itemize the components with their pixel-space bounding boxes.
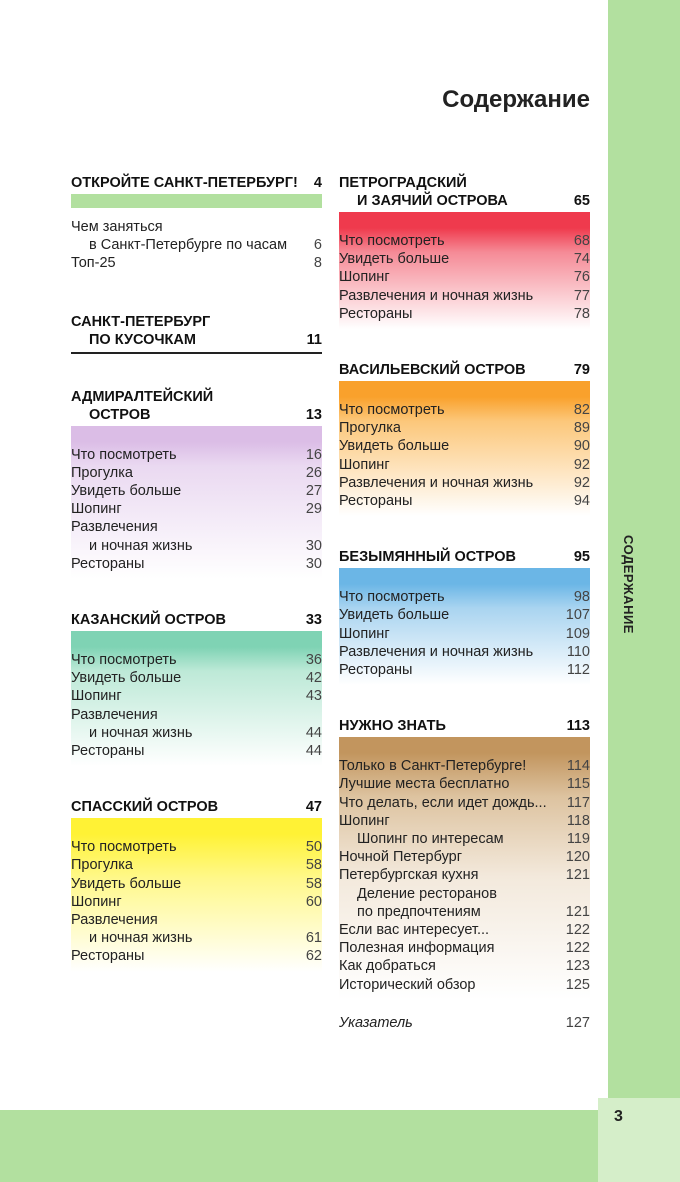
section-color-block xyxy=(339,737,590,1000)
toc-entry[interactable]: Увидеть больше 90 xyxy=(339,438,590,455)
toc-entry[interactable]: и ночная жизнь 30 xyxy=(89,537,322,554)
toc-entry[interactable]: Развлечения и ночная жизнь 110 xyxy=(339,643,590,660)
toc-entry[interactable]: в Санкт-Петербурге по часам 6 xyxy=(89,237,322,254)
toc-entry[interactable]: Что посмотреть 36 xyxy=(71,652,322,669)
section-items xyxy=(71,832,322,971)
page-number: 3 xyxy=(614,1108,623,1125)
toc-entry[interactable]: Что посмотреть 50 xyxy=(71,839,322,856)
toc-entry[interactable]: Как добраться 123 xyxy=(339,958,590,975)
section-title-line2: ПО КУСОЧКАМ xyxy=(89,331,196,348)
section-items xyxy=(71,645,322,766)
toc-entry[interactable]: Рестораны 30 xyxy=(71,555,322,572)
section-title: АДМИРАЛТЕЙСКИЙ xyxy=(71,388,214,405)
section-heading[interactable] xyxy=(71,611,322,629)
toc-entry[interactable]: Рестораны 44 xyxy=(71,743,322,760)
section-page: 47 xyxy=(305,799,322,816)
toc-entry[interactable]: Чем заняться xyxy=(71,219,163,235)
toc-entry[interactable]: Развлечения и ночная жизнь 77 xyxy=(339,287,590,304)
toc-section-vasilievsky xyxy=(339,361,590,516)
section-title: БЕЗЫМЯННЫЙ ОСТРОВ xyxy=(339,549,516,566)
toc-entry[interactable]: Шопинг 43 xyxy=(71,688,322,705)
toc-entry[interactable]: Развлечения xyxy=(71,519,158,536)
section-heading[interactable] xyxy=(339,548,590,566)
section-items xyxy=(339,582,590,685)
toc-entry[interactable]: Деление ресторанов xyxy=(357,885,497,902)
section-heading[interactable] xyxy=(339,361,590,379)
toc-entry[interactable]: Рестораны 112 xyxy=(339,662,590,679)
section-heading[interactable] xyxy=(339,174,590,210)
toc-section-spassky xyxy=(71,798,322,971)
section-items xyxy=(339,751,590,1000)
section-color-block xyxy=(71,426,322,579)
section-color-block xyxy=(71,818,322,971)
toc-entry[interactable]: Шопинг 29 xyxy=(71,501,322,518)
toc-section-otkroite xyxy=(71,174,322,279)
section-color-block xyxy=(339,568,590,685)
toc-entry[interactable]: Увидеть больше 58 xyxy=(71,875,322,892)
section-page: 11 xyxy=(306,331,322,348)
section-page: 113 xyxy=(566,718,590,735)
section-title: КАЗАНСКИЙ ОСТРОВ xyxy=(71,612,227,629)
section-heading[interactable] xyxy=(71,388,322,424)
section-title: САНКТ-ПЕТЕРБУРГ xyxy=(71,313,211,330)
section-items xyxy=(339,395,590,516)
toc-entry[interactable]: Исторический обзор 125 xyxy=(339,976,590,993)
toc-entry[interactable]: Увидеть больше 74 xyxy=(339,251,590,268)
section-heading[interactable] xyxy=(71,174,322,192)
section-page: 13 xyxy=(305,406,322,423)
toc-entry[interactable]: Развлечения и ночная жизнь 92 xyxy=(339,474,590,491)
toc-left-column xyxy=(71,174,322,972)
toc-entry[interactable]: Шопинг 60 xyxy=(71,893,322,910)
section-items xyxy=(71,440,322,579)
bottom-band xyxy=(0,1110,598,1182)
section-color-block xyxy=(71,631,322,766)
toc-entry[interactable]: Что посмотреть 68 xyxy=(339,233,590,249)
section-page: 33 xyxy=(305,612,322,629)
toc-entry[interactable]: Лучшие места бесплатно 115 xyxy=(339,776,590,793)
toc-entry[interactable]: Ночной Петербург 120 xyxy=(339,849,590,866)
toc-entry[interactable]: Прогулка 58 xyxy=(71,857,322,874)
toc-entry[interactable]: Рестораны 78 xyxy=(339,305,590,322)
toc-entry[interactable]: Если вас интересует... 122 xyxy=(339,922,590,939)
toc-entry[interactable]: Что посмотреть 82 xyxy=(339,402,590,419)
section-page: 95 xyxy=(573,549,590,566)
toc-entry[interactable]: Шопинг 118 xyxy=(339,812,590,829)
toc-entry[interactable]: по предпочтениям 121 xyxy=(357,903,590,920)
toc-entry-index[interactable]: Указатель 127 xyxy=(339,1014,590,1031)
toc-entry[interactable]: Прогулка 89 xyxy=(339,420,590,437)
section-title-line2: И ЗАЯЧИЙ ОСТРОВА xyxy=(357,193,508,209)
toc-entry[interactable]: Топ-25 8 xyxy=(71,255,322,272)
toc-entry[interactable]: Прогулка 26 xyxy=(71,464,322,481)
toc-section-bezymyanny xyxy=(339,548,590,685)
toc-entry[interactable]: Что делать, если идет дождь... 117 xyxy=(339,794,590,811)
section-color-block xyxy=(339,212,590,329)
section-page: 4 xyxy=(313,175,322,191)
toc-entry[interactable]: Рестораны 62 xyxy=(71,948,322,965)
toc-section-nuzhno-znat xyxy=(339,717,590,1000)
toc-entry[interactable]: Увидеть больше 27 xyxy=(71,483,322,500)
section-title: ВАСИЛЬЕВСКИЙ ОСТРОВ xyxy=(339,362,526,379)
toc-section-admiralteisky xyxy=(71,388,322,579)
toc-entry[interactable]: Развлечения xyxy=(71,912,158,929)
section-title: СПАССКИЙ ОСТРОВ xyxy=(71,799,219,816)
toc-section-petrogradsky xyxy=(339,174,590,329)
toc-entry[interactable]: Увидеть больше 42 xyxy=(71,670,322,687)
toc-section-kusochki xyxy=(71,313,322,354)
section-title: ОТКРОЙТЕ САНКТ-ПЕТЕРБУРГ! xyxy=(71,175,298,191)
toc-section-index xyxy=(339,1014,590,1032)
section-heading[interactable] xyxy=(71,798,322,816)
toc-entry[interactable]: и ночная жизнь 44 xyxy=(89,724,322,741)
section-items xyxy=(339,226,590,329)
section-color-block xyxy=(339,381,590,516)
section-page: 79 xyxy=(573,362,590,379)
toc-entry[interactable]: Что посмотреть 98 xyxy=(339,589,590,606)
toc-right-column xyxy=(339,174,590,1032)
toc-section-kazansky xyxy=(71,611,322,766)
section-items xyxy=(71,208,322,279)
toc-entry[interactable]: Полезная информация 122 xyxy=(339,940,590,957)
toc-entry[interactable]: Что посмотреть 16 xyxy=(71,446,322,463)
toc-entry[interactable]: Только в Санкт-Петербурге! 114 xyxy=(339,758,590,775)
side-tab-label: СОДЕРЖАНИЕ xyxy=(621,535,636,634)
toc-entry[interactable]: Развлечения xyxy=(71,706,158,723)
toc-entry[interactable]: Шопинг по интересам 119 xyxy=(357,831,590,848)
page-title: Содержание xyxy=(442,86,590,113)
section-color-bar xyxy=(71,194,322,208)
toc-entry[interactable]: и ночная жизнь 61 xyxy=(89,930,322,947)
section-heading[interactable] xyxy=(71,313,322,354)
section-title-line2: ОСТРОВ xyxy=(89,406,151,423)
toc-entry[interactable]: Петербургская кухня 121 xyxy=(339,867,590,884)
toc-entry[interactable]: Шопинг 92 xyxy=(339,456,590,473)
section-page: 65 xyxy=(573,193,590,209)
section-title: ПЕТРОГРАДСКИЙ xyxy=(339,175,467,191)
toc-entry[interactable]: Шопинг 109 xyxy=(339,625,590,642)
section-heading[interactable] xyxy=(339,717,590,735)
toc-entry[interactable]: Увидеть больше 107 xyxy=(339,607,590,624)
toc-entry[interactable]: Рестораны 94 xyxy=(339,493,590,510)
toc-entry[interactable]: Шопинг 76 xyxy=(339,269,590,286)
section-title: НУЖНО ЗНАТЬ xyxy=(339,718,446,735)
page-number-box xyxy=(598,1098,680,1182)
